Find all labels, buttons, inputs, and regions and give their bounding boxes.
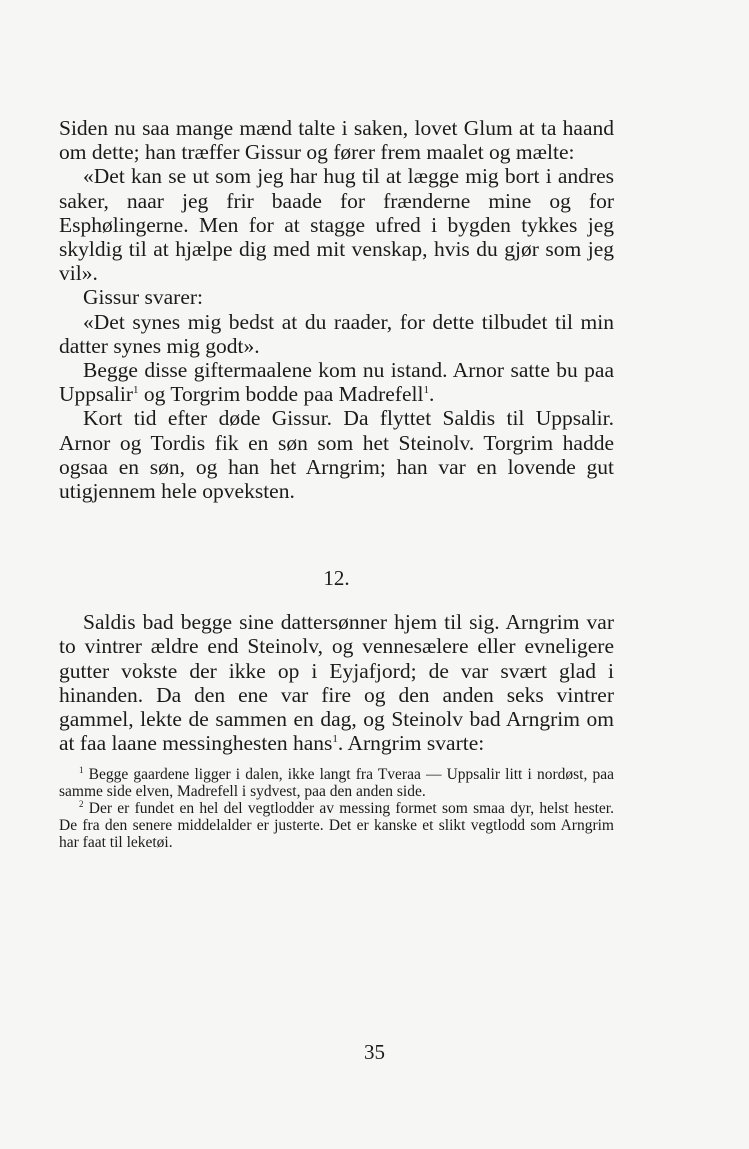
paragraph-2: «Det kan se ut som jeg har hug til at lægge mig bort i andres saker, naar jeg frir baade for frænderne mine og for Esphølingerne. Men for at stagge ufred i bygden tykkes jeg skyldig til at hjælpe dig med mit venskap, hvis du gjør som jeg vil».: [59, 164, 614, 286]
paragraph-4: «Det synes mig bedst at du raader, for dette tilbudet til min datter synes mig godt».: [59, 309, 614, 358]
paragraph-7-text-b: . Arngrim svarte:: [337, 731, 485, 756]
chapter-number: 12.: [323, 566, 350, 591]
footnote-1-text: Begge gaardene ligger i dalen, ikke langt fra Tveraa — Uppsalir litt i nordøst, paa samme side elven, Madrefell i sydvest, paa den anden side.: [59, 766, 614, 801]
footnote-2-text: Der er fundet en hel del vegtlodder av messing formet som smaa dyr, helst hester. De fra den senere middelalder er justerte. Det er kanske et slikt vegtlodd som Arngrim har faat til leketøi.: [59, 800, 614, 851]
page-number: 35: [364, 1040, 385, 1064]
paragraph-5-text-c: .: [428, 382, 435, 407]
footnote-1: [59, 767, 614, 801]
page-content: [59, 116, 614, 851]
paragraph-7-text-a: Saldis bad begge sine dattersønner hjem til sig. Arngrim var to vintrer ældre end Steinolv, og vennesælere eller evneligere gutter vokste der ikke op i Eyjafjord; de var svært glad i hinanden. Da den ene var fire og den anden seks vintrer gammel, lekte de sammen en dag, og Steinolv bad Arngrim om at faa laane messinghesten hans: [59, 610, 614, 756]
paragraph-5-text-b: og Torgrim bodde paa Madrefell: [138, 382, 424, 407]
paragraph-3: Gissur svarer:: [83, 285, 204, 310]
paragraph-6: Kort tid efter døde Gissur. Da flyttet Saldis til Uppsalir. Arnor og Tordis fik en søn som het Steinolv. Torgrim hadde ogsaa en søn, og han het Arngrim; han var en lovende gut utigjennem hele opveksten.: [59, 406, 614, 504]
footnotes: [59, 767, 614, 851]
paragraph-5: [59, 358, 614, 406]
paragraph-7: [59, 610, 614, 755]
footnote-ref-1b: 1: [423, 384, 429, 397]
footnote-2-mark: 2: [79, 799, 84, 810]
footnote-2: [59, 801, 614, 851]
footnote-ref-2: 1: [332, 733, 338, 746]
footnote-ref-1: 1: [133, 384, 139, 397]
paragraph-5-text-a: Begge disse giftermaalene kom nu istand. Arnor satte bu paa Uppsalir: [59, 358, 614, 407]
paragraph-1: Siden nu saa mange mænd talte i saken, lovet Glum at ta haand om dette; han træffer Gissur og fører frem maalet og mælte:: [59, 116, 614, 165]
footnote-1-mark: 1: [79, 765, 84, 776]
